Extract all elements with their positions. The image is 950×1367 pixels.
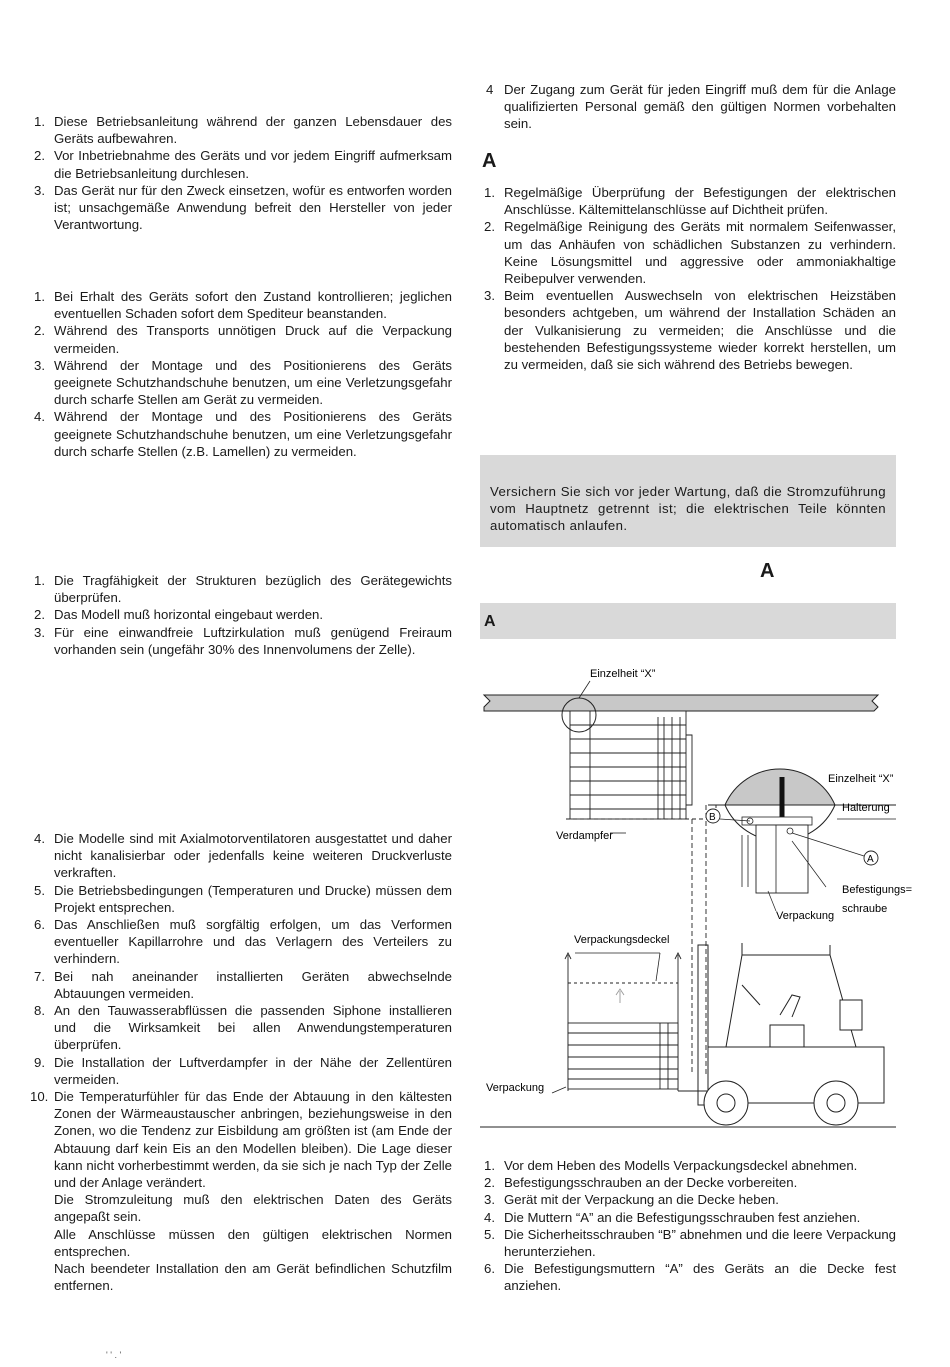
item-number: 6. — [484, 1261, 495, 1277]
item-text: Vor Inbetriebnahme des Geräts und vor jedem Eingriff aufmerksam die Betriebsanleitung durchlesen. — [54, 148, 452, 181]
general-list — [30, 113, 452, 233]
list-item — [480, 1157, 896, 1174]
deckel-label: Verpackungsdeckel — [574, 934, 670, 946]
item-text: Die Modelle sind mit Axialmotorventilatoren ausgestattet und daher nicht kanalisierbar oder jedenfalls keine weiteren Druckverluste verkraften. — [54, 831, 452, 881]
item-text: Beim eventuellen Auswechseln von elektrischen Heizstäben besonders achtgeben, um während der Installation Schäden an der Vulkanisierung zu vermeiden; die Anschlüsse und die bestehenden Befestigungssysteme wieder korrekt herstellen, um zu vermeiden, daß sie sich während des Betriebs bewegen. — [504, 288, 896, 373]
halterung-label: Halterung — [842, 802, 890, 814]
item-text: Diese Betriebsanleitung während der ganzen Lebensdauer des Geräts aufbewahren. — [54, 114, 452, 147]
item-number: 9. — [34, 1054, 45, 1070]
detail-x-view — [708, 769, 896, 893]
verdampfer-label: Verdampfer — [556, 830, 613, 842]
item-number: 2. — [34, 148, 45, 164]
item-text: Die Temperaturfühler für das Ende der Abtauung in den kältesten Zonen der Wärmeaustauscher anbringen, beziehungsweise in den Zonen, wo die Tendenz zur Eisbildung am größten ist (am Ende der Abtauung darf kein Eis an den Modellen bleiben). Die Lage dieser kann nicht vorherbestimmt werden, da sie sich je nach Typ der Zelle und der Anlage verändert. — [54, 1089, 452, 1191]
item-text: Die Tragfähigkeit der Strukturen bezüglich des Gerätegewichts überprüfen. — [54, 573, 452, 606]
verpackung-label-small: Verpackung — [776, 910, 835, 922]
warning-box — [480, 455, 896, 547]
transport-instructions — [30, 288, 452, 460]
list-item — [480, 81, 896, 133]
operation-list — [30, 830, 452, 1191]
warning-text: Versichern Sie sich vor jeder Wartung, daß die Stromzuführung vom Hauptnetz getrennt ist; die elektrischen Teile könnten automatisch anlaufen. — [490, 484, 886, 534]
item-text: Während des Transports unnötigen Druck auf die Verpackung vermeiden. — [54, 323, 452, 356]
item-number: 4. — [484, 1209, 495, 1225]
list-item — [30, 357, 452, 409]
item-number: 3. — [34, 357, 45, 373]
item-number: 3. — [34, 624, 45, 640]
item-number: 6. — [34, 917, 45, 933]
item-number: 5. — [484, 1226, 495, 1242]
verpackung-label: Verpackung — [486, 1082, 545, 1094]
list-item — [30, 830, 452, 882]
list-item — [30, 968, 452, 1002]
item-number: 8. — [34, 1003, 45, 1019]
item-text: Regelmäßige Überprüfung der Befestigungen der elektrischen Anschlüsse. Kältemittelanschlüsse auf Dichtheit prüfen. — [504, 185, 896, 218]
item-text: Die Muttern “A” an die Befestigungsschrauben fest anziehen. — [504, 1209, 861, 1225]
befestigung-label-1: Befestigungs= — [842, 884, 913, 896]
list-item — [30, 113, 452, 147]
list-item — [30, 182, 452, 234]
list-item — [30, 1002, 452, 1054]
protective-film-note: Nach beendeter Installation den am Gerät befindlichen Schutzfilm entfernen. — [54, 1261, 452, 1294]
item-number: 1. — [34, 289, 45, 304]
list-item — [30, 322, 452, 356]
item-text: Während der Montage und des Positionierens des Geräts geeignete Schutzhandschuhe benutzen, um eine Verletzungsgefahr durch scharfe Stellen am Gerät zu vermeiden. — [54, 357, 452, 408]
list-item — [480, 1174, 896, 1191]
installation-list — [30, 572, 452, 658]
list-item — [480, 184, 896, 218]
item-number: 1. — [34, 114, 45, 129]
forklift — [480, 943, 896, 1127]
marker-b-label: B — [709, 812, 716, 823]
item-text: Regelmäßige Reinigung des Geräts mit normalem Seifenwasser, um das Anhäufen von schädlichen Substanzen zu verhindern. Keine Lösungsmittel und aggressive oder ammoniakhaltige Reibepulver verwenden. — [504, 219, 896, 287]
item-text: Für eine einwandfreie Luftzirkulation muß genügend Freiraum vorhanden sein (ungefähr 30% des Innenvolumens der Zelle). — [54, 624, 452, 657]
item-text: Der Zugang zum Gerät für jeden Eingriff muß dem für die Anlage qualifizierten Personal gemäß den gültigen Normen vorbehalten sein. — [504, 82, 896, 132]
list-item — [30, 624, 452, 658]
item-number: 4. — [34, 409, 45, 425]
list-item — [480, 1209, 896, 1226]
befestigung-label-2: schraube — [842, 903, 888, 915]
item-text: Vor dem Heben des Modells Verpackungsdeckel abnehmen. — [504, 1158, 858, 1173]
maintenance-list — [480, 184, 896, 373]
list-item — [30, 572, 452, 606]
item-text: Die Betriebsbedingungen (Temperaturen und Drucke) müssen dem Projekt entsprechen. — [54, 882, 452, 915]
detail-x-label-top: Einzelheit “X” — [590, 668, 656, 680]
operation-instructions — [30, 830, 452, 1294]
item-number: 1. — [34, 573, 45, 588]
item-number: 2. — [34, 607, 45, 623]
item-number: 2. — [484, 219, 495, 235]
item-text: Befestigungsschrauben an der Decke vorbereiten. — [504, 1175, 798, 1191]
access-note — [480, 81, 896, 133]
item-text: Bei Erhalt des Geräts sofort den Zustand kontrollieren; jeglichen eventuellen Schaden sofort dem Spediteur beanstanden. — [54, 289, 452, 322]
installation-instructions — [30, 572, 452, 658]
item-number: 5. — [34, 882, 45, 898]
packaged-unit — [565, 953, 681, 1091]
general-instructions — [30, 113, 452, 233]
item-number: 7. — [34, 968, 45, 984]
list-item — [30, 147, 452, 181]
item-text: Das Anschließen muß sorgfältig erfolgen, um das Verformen eventueller Kapillarrohre und das Verlagern des Verteilers zu verhindern. — [54, 917, 452, 967]
item-text: Das Gerät nur für den Zweck einsetzen, wofür es entworfen worden ist; unsachgemäße Anwendung befreit den Hersteller von jeder Verantwortung. — [54, 182, 452, 233]
item-number: 3. — [34, 182, 45, 198]
list-item — [30, 882, 452, 916]
item-number: 3. — [484, 288, 495, 304]
item-number: 1. — [484, 185, 495, 200]
list-item — [30, 1054, 452, 1088]
item-text: Die Installation der Luftverdampfer in der Nähe der Zellentüren vermeiden. — [54, 1054, 452, 1087]
list-item — [30, 288, 452, 322]
item-text: An den Tauwasserabflüssen die passenden Siphone installieren und die Wirksamkeit bei allen Anwendungstemperaturen überprüfen. — [54, 1003, 452, 1053]
list-item — [480, 218, 896, 287]
item-number: 4 — [486, 82, 494, 97]
list-item — [480, 1226, 896, 1260]
mounting-steps-list — [480, 1157, 896, 1295]
item-number: 4. — [34, 831, 45, 846]
list-item — [480, 1191, 896, 1208]
list-item — [30, 1088, 452, 1191]
item-text: Während der Montage und des Positionierens des Geräts geeignete Schutzhandschuhe benutzen, um eine Verletzungsgefahr durch scharfe Stellen (z.B. Lamellen) zu vermeiden. — [54, 409, 452, 459]
transport-list — [30, 288, 452, 460]
installation-figure — [480, 655, 913, 1145]
list-item — [480, 287, 896, 373]
item-text: Die Befestigungsmuttern “A” des Geräts an die Decke fest anziehen. — [504, 1261, 896, 1294]
ceiling-slab — [484, 695, 878, 711]
figure-title: A — [484, 613, 496, 630]
list-item — [30, 916, 452, 968]
mounting-steps — [480, 1157, 896, 1295]
item-number: 3. — [484, 1192, 495, 1208]
item-text: Die Sicherheitsschrauben “B” abnehmen und die leere Verpackung herunterziehen. — [504, 1226, 896, 1260]
list-item — [30, 606, 452, 623]
item-text: Das Modell muß horizontal eingebaut werden. — [54, 607, 324, 623]
item-text: Bei nah aneinander installierten Geräten abwechselnde Abtauungen vermeiden. — [54, 968, 452, 1001]
electrical-note-1: Die Stromzuleitung muß den elektrischen Daten des Geräts angepaßt sein. — [54, 1192, 452, 1225]
list-item — [30, 408, 452, 460]
evaporator-unit — [566, 711, 716, 819]
page-footer-marks: ' ' . ' — [106, 1350, 122, 1360]
detail-x-label-right: Einzelheit “X” — [828, 773, 894, 785]
mounting-heading: A — [760, 560, 775, 582]
maintenance-heading: A — [482, 150, 497, 172]
list-item — [480, 1260, 896, 1294]
item-number: 10. — [30, 1089, 49, 1105]
item-number: 2. — [34, 323, 45, 339]
item-number: 1. — [484, 1158, 495, 1173]
figure-title-bar — [480, 603, 896, 639]
item-number: 2. — [484, 1175, 495, 1191]
maintenance-instructions — [480, 184, 896, 373]
item-text: Gerät mit der Verpackung an die Decke heben. — [504, 1192, 779, 1208]
marker-a-label: A — [867, 854, 874, 865]
electrical-note-2: Alle Anschlüsse müssen den gültigen elektrischen Normen entsprechen. — [54, 1226, 452, 1259]
